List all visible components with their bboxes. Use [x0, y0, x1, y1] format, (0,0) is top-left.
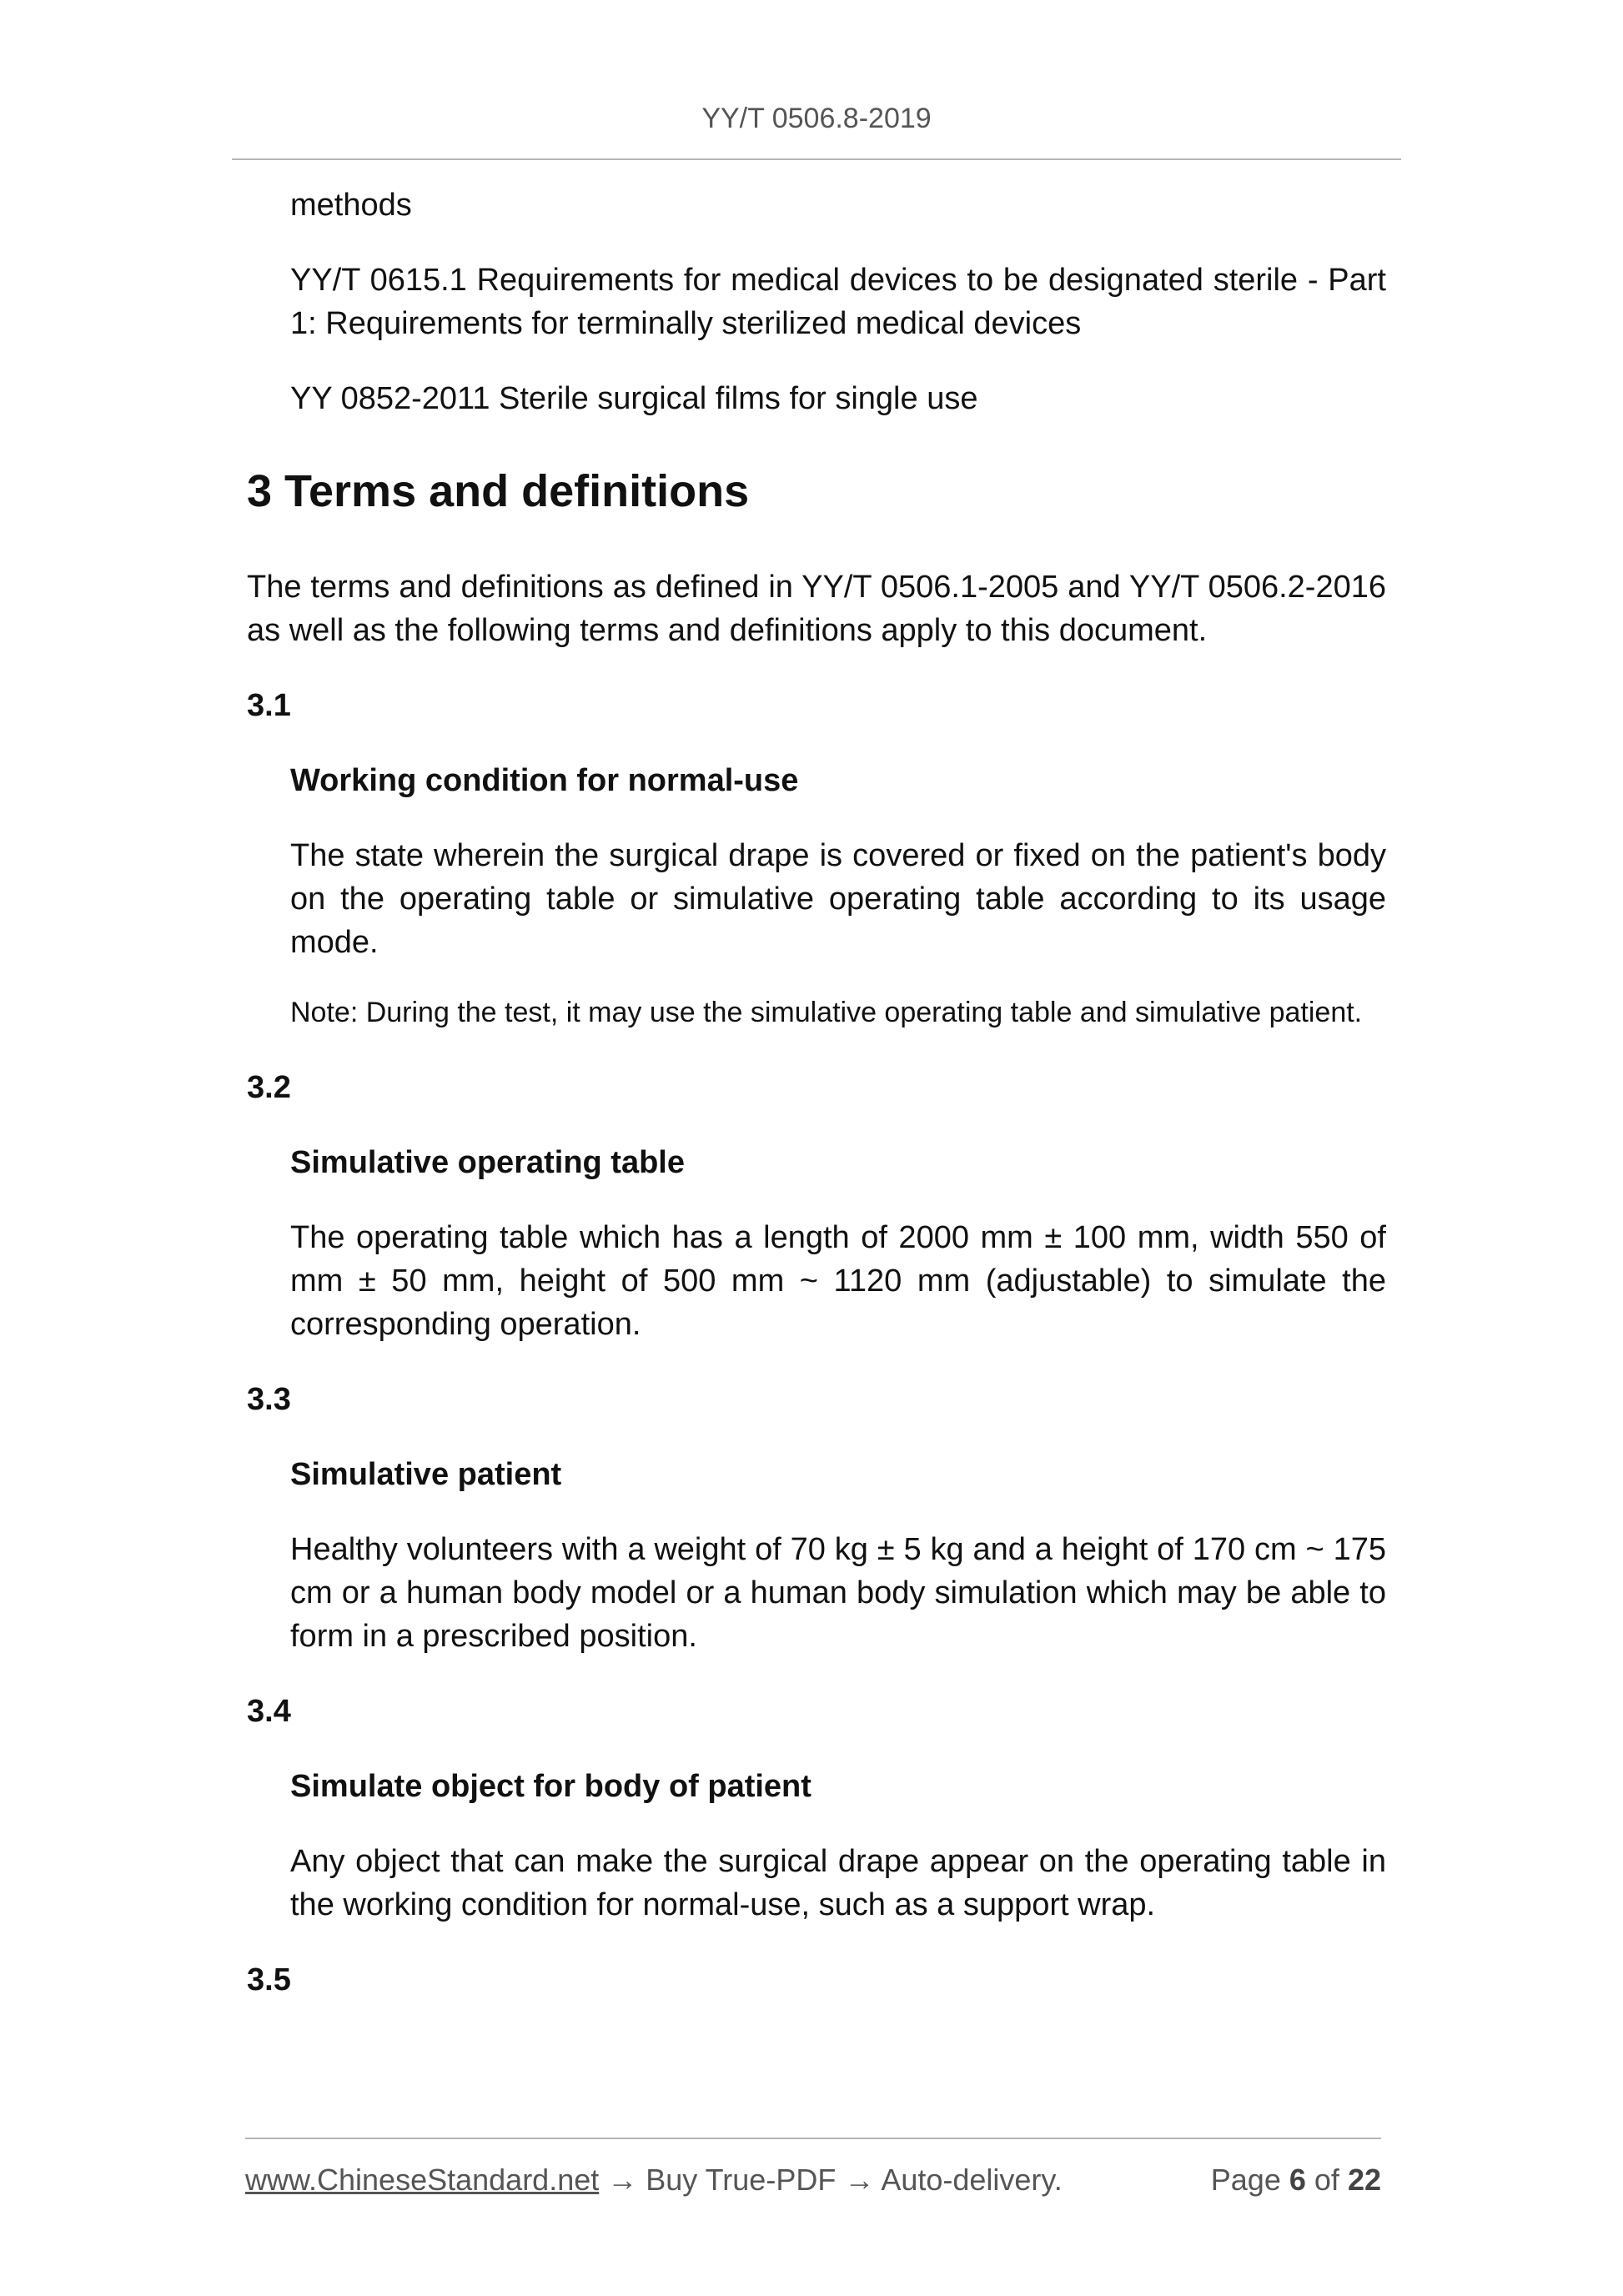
reference-1: YY/T 0615.1 Requirements for medical devices to be designated sterile - Part 1: Requirements for terminally sterilized medical devices	[290, 263, 1386, 341]
term-title: Working condition for normal-use	[290, 763, 799, 798]
term-number: 3.2	[247, 1070, 291, 1105]
page-content	[247, 183, 1386, 2033]
footer-left	[245, 2159, 1063, 2201]
page-label: Page	[1210, 2163, 1281, 2197]
document-id: YY/T 0506.8-2019	[701, 103, 932, 134]
term-title: Simulative patient	[290, 1457, 562, 1492]
page-header	[232, 98, 1401, 160]
term-definition: Any object that can make the surgical drape appear on the operating table in the working condition for normal-use, such as a support wrap.	[290, 1844, 1386, 1922]
section-heading: 3 Terms and definitions	[247, 466, 750, 516]
term-number: 3.5	[247, 1962, 291, 1997]
reference-2: YY 0852-2011 Sterile surgical films for single use	[290, 381, 978, 416]
footer-tagline: → Buy True-PDF → Auto-delivery.	[599, 2163, 1063, 2197]
term-number: 3.3	[247, 1382, 291, 1417]
page-counter	[1211, 2159, 1381, 2201]
page-footer	[245, 2138, 1381, 2201]
page-total: 22	[1347, 2163, 1381, 2197]
of-label: of	[1314, 2163, 1339, 2197]
term-title: Simulative operating table	[290, 1145, 685, 1180]
term-title: Simulate object for body of patient	[290, 1769, 812, 1804]
page-number: 6	[1289, 2163, 1306, 2197]
continued-line: methods	[290, 188, 412, 223]
term-number: 3.1	[247, 688, 291, 723]
term-definition: The state wherein the surgical drape is covered or fixed on the patient's body on the operating table or simulative operating table according to its usage mode.	[290, 838, 1386, 960]
term-definition: Healthy volunteers with a weight of 70 kg ± 5 kg and a height of 170 cm ~ 175 cm or a human body model or a human body simulation which may be able to form in a prescribed position.	[290, 1532, 1386, 1654]
website-link[interactable]: www.ChineseStandard.net	[245, 2163, 600, 2197]
section-intro: The terms and definitions as defined in YY/T 0506.1-2005 and YY/T 0506.2-2016 as well as the following terms and definitions apply to this document.	[247, 570, 1386, 648]
term-definition: The operating table which has a length of 2000 mm ± 100 mm, width 550 of mm ± 50 mm, height of 500 mm ~ 1120 mm (adjustable) to simulate the corresponding operation.	[290, 1220, 1386, 1342]
term-number: 3.4	[247, 1694, 291, 1729]
term-note: Note: During the test, it may use the simulative operating table and simulative patient.	[290, 997, 1363, 1028]
